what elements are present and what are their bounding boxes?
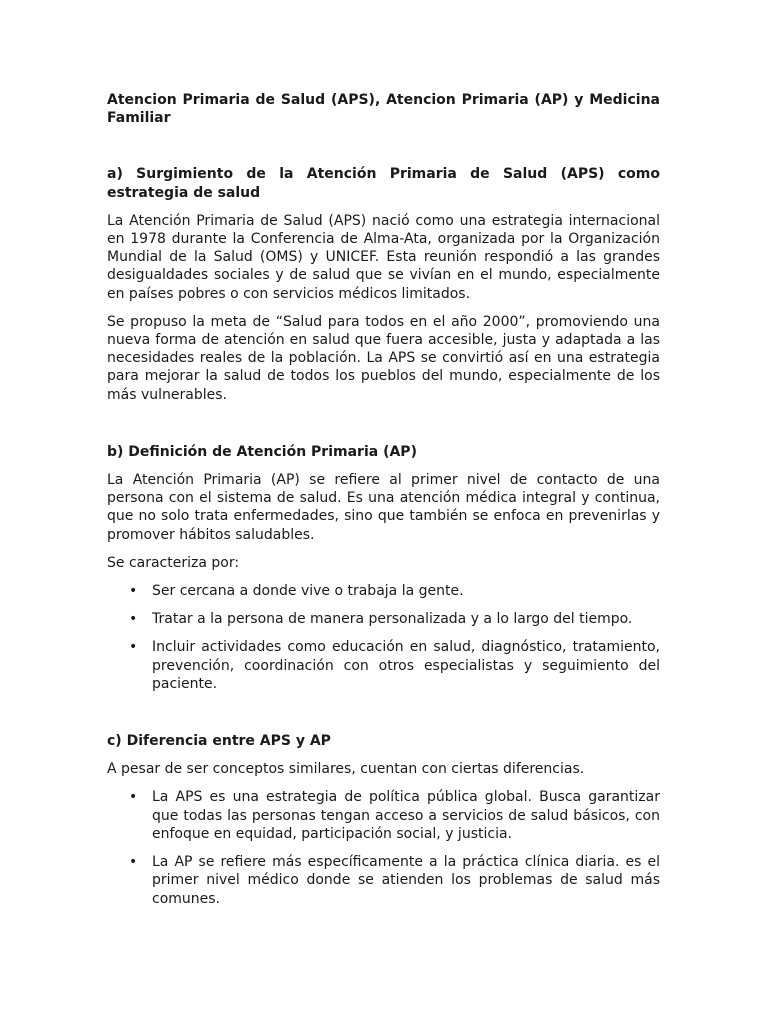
section-spacer — [107, 414, 660, 443]
paragraph: La Atención Primaria de Salud (APS) nació como una estrategia internacional en 1978 durante la Conferencia de Alma-Ata, organizada por la Organización Mundial de la Salud (OMS) y UNICEF. Esta reunión respondió a las grandes desigualdades sociales y de salud que se vivían en el mundo, especialmente en países pobres o con servicios médicos limitados. — [107, 212, 660, 302]
document-title: Atencion Primaria de Salud (APS), Atencion Primaria (AP) y Medicina Familiar — [107, 92, 660, 127]
list-item — [107, 853, 660, 908]
bullet-icon: • — [129, 854, 138, 871]
list-item-text: Tratar a la persona de manera personalizada y a lo largo del tiempo. — [152, 611, 633, 628]
bullet-list — [107, 582, 660, 693]
list-item — [107, 788, 660, 843]
list-item-text: La APS es una estrategia de política pública global. Busca garantizar que todas las personas tengan acceso a servicios de salud básicos, con enfoque en equidad, participación social, y justicia. — [152, 789, 660, 842]
list-item — [107, 610, 660, 628]
paragraph: Se caracteriza por: — [107, 554, 240, 571]
document-page — [107, 91, 660, 918]
paragraph: Se propuso la meta de “Salud para todos en el año 2000”, promoviendo una nueva forma de atención en salud que fuera accesible, justa y adaptada a las necesidades reales de la población. La APS se convirtió así en una estrategia para mejorar la salud de todos los pueblos del mundo, especialmente de los más vulnerables. — [107, 313, 660, 403]
paragraph: A pesar de ser conceptos similares, cuentan con ciertas diferencias. — [107, 761, 585, 778]
list-item-text: Incluir actividades como educación en salud, diagnóstico, tratamiento, prevención, coordinación con otros especialistas y seguimiento del paciente. — [152, 639, 660, 692]
section-heading-b: b) Definición de Atención Primaria (AP) — [107, 443, 417, 460]
section-spacer — [107, 703, 660, 732]
paragraph: La Atención Primaria (AP) se refiere al primer nivel de contacto de una persona con el sistema de salud. Es una atención médica integral y continua, que no solo trata enfermedades, sino que también se enfoca en prevenirlas y promover hábitos saludables. — [107, 472, 660, 543]
bullet-icon: • — [129, 789, 138, 806]
list-item-text: La AP se refiere más específicamente a la práctica clínica diaria. es el primer nivel médico donde se atienden los problemas de salud más comunes. — [152, 854, 660, 907]
list-item — [107, 638, 660, 693]
list-item-text: Ser cercana a donde vive o trabaja la gente. — [152, 583, 464, 600]
section-heading-c: c) Diferencia entre APS y AP — [107, 733, 331, 750]
bullet-list — [107, 788, 660, 907]
bullet-icon: • — [129, 639, 138, 656]
section-heading-a: a) Surgimiento de la Atención Primaria de Salud (APS) como estrategia de salud — [107, 166, 660, 201]
list-item — [107, 582, 660, 600]
bullet-icon: • — [129, 611, 138, 628]
bullet-icon: • — [129, 583, 138, 600]
